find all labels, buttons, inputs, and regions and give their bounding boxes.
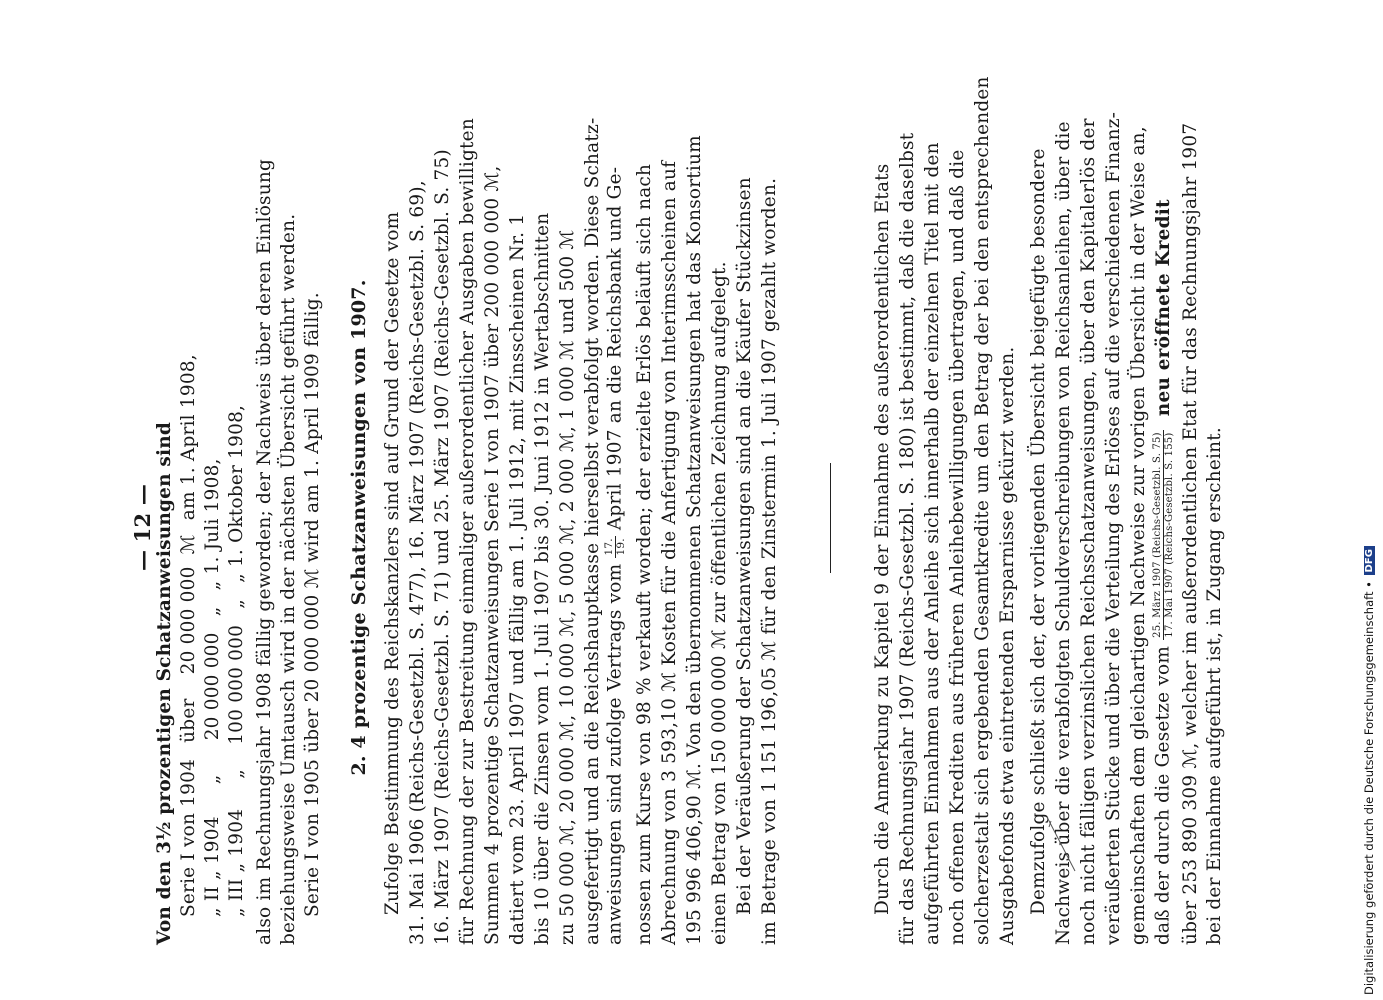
- serie-label: „ III „ 1904: [226, 808, 247, 917]
- page-number: — 12 —: [130, 483, 155, 572]
- section2-line: datiert vom 23. April 1907 und fällig am 1. Juli 1912, mit Zinsscheinen Nr. 1: [507, 213, 528, 945]
- section-divider: [830, 463, 831, 573]
- ueber-label: „: [226, 768, 247, 779]
- digitization-credit: [1362, 5, 1380, 995]
- section3-para2-line: Nachweis über die verabfolgten Schuldverschreibungen von Reichsanleihen, über die: [1053, 121, 1074, 945]
- serie-row-2: [202, 458, 223, 917]
- section1-intro: Von den 3½ prozentigen Schatzanweisungen sind: [154, 421, 175, 945]
- gesetz-fraction: [1152, 430, 1175, 640]
- section1-para-line: beziehungsweise Umtausch wird in der nächsten Übersicht geführt werden.: [278, 213, 299, 945]
- section2-para2-line: im Betrage von 1 151 196,05 ℳ für den Zinstermin 1. Juli 1907 gezahlt worden.: [759, 177, 780, 945]
- section3-gesetz-line: [1152, 199, 1175, 945]
- serie-date: am 1. April 1908,: [178, 354, 199, 521]
- section3-line: aufgeführten Einnahmen aus der Anleihe sich innerhalb der einzelnen Titel mit den: [922, 142, 943, 945]
- credit-text: Digitalisierung gefördert durch die Deutsche Forschungsgemeinschaft •: [1362, 581, 1376, 995]
- section3-line: noch offenen Krediten aus früheren Anleihebewilligungen übertragen, und daß die: [947, 149, 968, 945]
- date-fraction: [604, 536, 627, 557]
- section3-para2-line: noch nicht fälligen verzinslichen Reichsschatzanweisungen, über den Kapitalerlös der: [1078, 118, 1099, 945]
- gesetz-pre: daß der durch die Gesetze vom: [1152, 645, 1174, 945]
- section2-line: zu 50 000 ℳ, 20 000 ℳ, 10 000 ℳ, 5 000 ℳ, 2 000 ℳ, 1 000 ℳ und 500 ℳ: [557, 229, 578, 945]
- serie-label: Serie I von 1904: [178, 758, 199, 917]
- serie-unit: ℳ: [178, 534, 199, 555]
- gesetz-post: neu eröffnete Kredit: [1152, 199, 1174, 417]
- fraction-line-pre: anweisungen sind zufolge Vertrags vom: [604, 563, 626, 945]
- serie-unit: „: [226, 599, 247, 609]
- section3-line: Ausgabefonds etwa eintretenden Ersparnisse gekürzt werden.: [997, 346, 1018, 945]
- section3-last-line: bei der Einnahme aufgeführt ist, in Zugang erscheint.: [1204, 427, 1225, 945]
- section2-line: einen Betrag von 150 000 000 ℳ zur öffentlichen Zeichnung aufgelegt.: [709, 261, 730, 945]
- section3-line: solcherzestalt sich ergebenden Gesamtkredite um den Betrag der bei den entsprechenden: [972, 76, 993, 945]
- fraction-line-post: April 1907 an die Reichsbank und Ge-: [604, 166, 626, 531]
- section2-line: 31. Mai 1906 (Reichs-Gesetzbl. S. 477), 16. März 1907 (Reichs-Gesetzbl. S. 69),: [407, 180, 428, 945]
- section2-fraction-line: [604, 167, 627, 945]
- serie-label: „ II „ 1904: [202, 816, 223, 917]
- section2-line: nossen zum Kurse von 98 % verkauft worden; der erzielte Erlös beläuft sich nach: [634, 163, 655, 945]
- section3-line: für das Rechnungsjahr 1907 (Reichs-Gesetzbl. S. 180) ist bestimmt, daß die daselbst: [897, 132, 918, 945]
- section1-para-line: Serie I von 1905 über 20 000 000 ℳ wird am 1. April 1909 fällig.: [302, 292, 323, 917]
- serie-amount: 100 000 000: [226, 624, 247, 745]
- section2-line: Abrechnung von 3 593,10 ℳ Kosten für die Anfertigung von Interimsscheinen auf: [659, 160, 680, 945]
- serie-unit: „: [202, 606, 223, 617]
- section1-para-line: also im Rechnungsjahr 1908 fällig geworden; der Nachweis über deren Einlösung: [254, 158, 275, 945]
- ueber-label: über: [178, 698, 199, 743]
- section2-line: 195 996 406,90 ℳ. Von den übernommenen Schatzanweisungen hat das Konsortium: [684, 135, 705, 945]
- serie-row-3: [226, 405, 247, 917]
- section2-heading: 2. 4 prozentige Schatzanweisungen von 1907.: [348, 279, 370, 776]
- section2-line: Zufolge Bestimmung des Reichskanzlers sind auf Grund der Gesetze vom: [382, 211, 403, 915]
- section3-para2-line: Demzufolge schließt sich der, der vorliegenden Übersicht beigefügte besondere: [1028, 148, 1049, 915]
- serie-date: „ 1. Juli 1908,: [202, 458, 223, 591]
- serie-date: „ 1. Oktober 1908,: [226, 404, 247, 583]
- gesetz-numerator: 25. März 1907 (Reichs-Gesetzbl. S. 75): [1152, 432, 1163, 638]
- fraction-numerator: 17.: [603, 538, 615, 556]
- serie-amount: 20 000 000: [202, 632, 223, 741]
- section2-line: ausgefertigt und an die Reichshauptkasse hierselbst verabfolgt worden. Diese Schatz-: [582, 117, 603, 945]
- dfg-logo: DFG: [1364, 546, 1375, 575]
- section2-para2-line: Bei der Veräußerung der Schatzanweisungen sind an die Käufer Stückzinsen: [734, 177, 755, 915]
- serie-row-1: [178, 354, 199, 917]
- ueber-label: „: [202, 774, 223, 785]
- pencil-mark-icon: [1045, 815, 1077, 873]
- section3-last-line: über 253 890 309 ℳ, welcher im außerordentlichen Etat für das Rechnungsjahr 1907: [1180, 122, 1201, 945]
- section3-para2-line: veräußerten Stücke und über die Verteilung des Erlöses auf die verschiedenen Finanz-: [1103, 111, 1124, 945]
- section2-line: 16. März 1907 (Reichs-Gesetzbl. S. 71) und 25. März 1907 (Reichs-Gesetzbl. S. 75): [432, 149, 453, 945]
- section3-para2-line: gemeinschaften dem gleichartigen Nachweise zur vorigen Übersicht in der Weise an,: [1128, 126, 1149, 945]
- section2-line: für Rechnung der zur Bestreitung einmaliger außerordentlicher Ausgaben bewilligten: [457, 118, 478, 945]
- fraction-denominator: 19.: [615, 538, 627, 556]
- serie-amount: 20 000 000: [178, 566, 199, 675]
- section2-line: bis 10 über die Zinsen vom 1. Juli 1907 bis 30. Juni 1912 in Wertabschnitten: [532, 212, 553, 945]
- gesetz-denominator: 17. Mai 1907 (Reichs-Gesetzbl. S. 155): [1164, 432, 1175, 638]
- section3-line: Durch die Anmerkung zu Kapitel 9 der Einnahme des außerordentlichen Etats: [872, 163, 893, 915]
- section2-line: Summen 4 prozentige Schatzanweisungen Serie I von 1907 über 200 000 000 ℳ,: [482, 165, 503, 945]
